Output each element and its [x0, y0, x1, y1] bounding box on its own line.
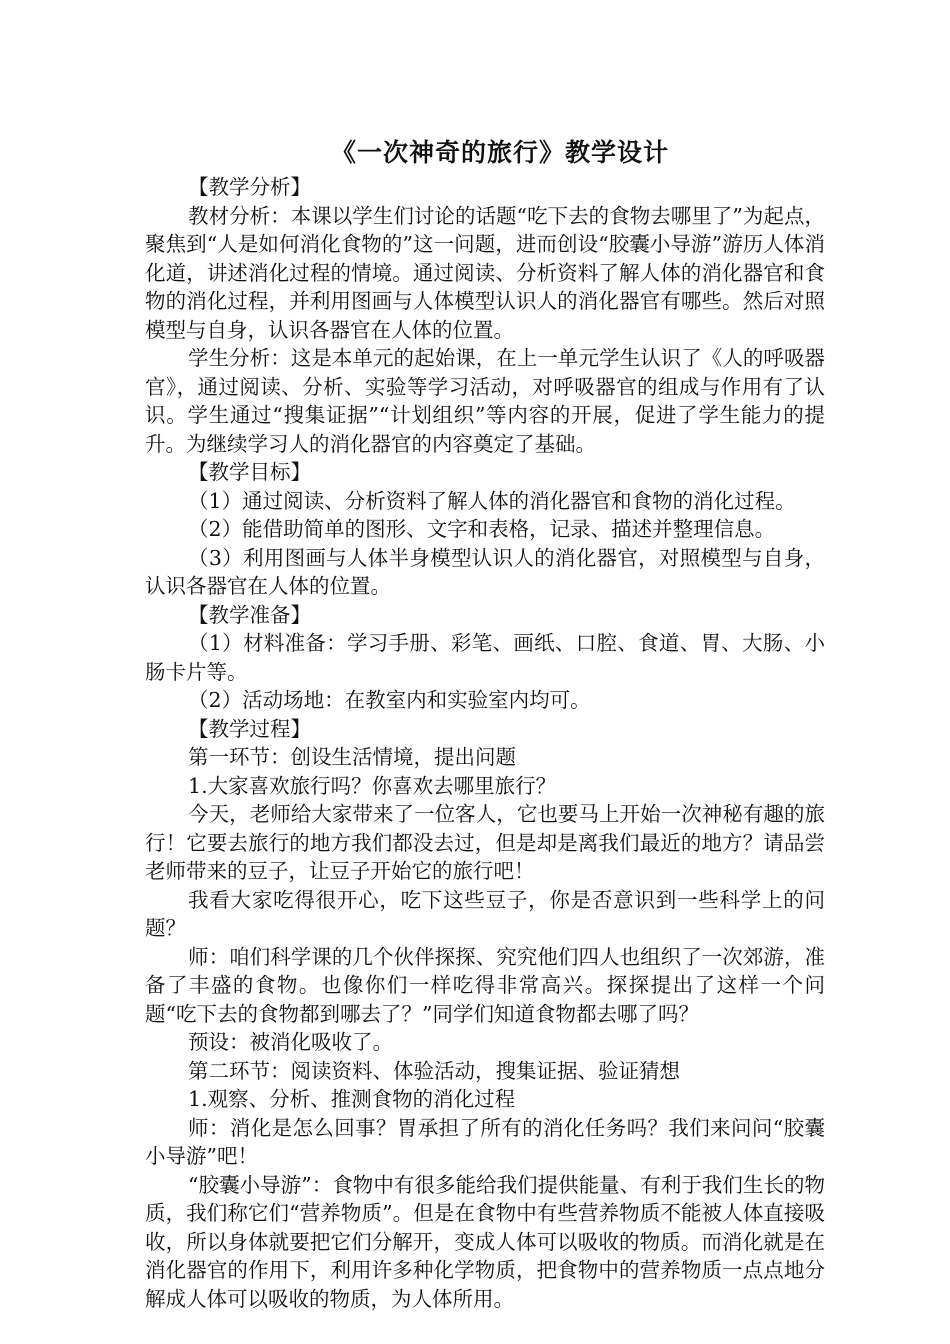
preparation-venue: （2）活动场地：在教室内和实验室内均可。 [188, 688, 591, 712]
goal-item-1: （1）通过阅读、分析资料了解人体的消化器官和食物的消化过程。 [188, 488, 796, 513]
preparation-materials: （1）材料准备：学习手册、彩笔、画纸、口腔、食道、胃、大肠、小肠卡片等。 [145, 631, 825, 684]
paragraph-material-analysis: 教材分析：本课以学生们讨论的话题“吃下去的食物去哪里了”为起点，聚焦到“人是如何消化食物的”这一问题，进而创设“胶囊小导游”游历人体消化道，讲述消化过程的情境。通过阅读、分析资料了解人体的消化器官和食物的消化过程，并利用图画与人体模型认识人的消化器官有哪些。然后对照模型与自身，认识各器官在人体的位置。 [145, 203, 825, 342]
document-title: 《一次神奇的旅行》教学设计 [330, 138, 669, 167]
section-heading-goals: 【教学目标】 [188, 460, 312, 484]
goal-item-3: （3）利用图画与人体半身模型认识人的消化器官，对照模型与自身，认识各器官在人体的位置。 [145, 545, 825, 598]
section-heading-process: 【教学过程】 [188, 716, 312, 741]
process-paragraph-capsule-guide: “胶囊小导游”：食物中有很多能给我们提供能量、有利于我们生长的物质，我们称它们“营养物质”。但是在食物中有些营养物质不能被人体直接吸收，所以身体就要把它们分解开，变成人体可以吸收的物质。而消化就是在消化器官的作用下，利用许多种化学物质，把食物中的营养物质一点点地分解成人体可以吸收的物质，为人体所用。 [145, 1172, 825, 1311]
process-stage-2-heading: 第二环节：阅读资料、体验活动，搜集证据、验证猜想 [188, 1058, 681, 1083]
process-paragraph-teacher: 师：咱们科学课的几个伙伴探探、究究他们四人也组织了一次郊游，准备了丰盛的食物。也像你们一样吃得非常高兴。探探提出了这样一个问题“吃下去的食物都到哪去了？”同学们知道食物都去哪了吗？ [145, 944, 825, 1026]
process-question-1: 1.大家喜欢旅行吗？你喜欢去哪里旅行？ [188, 773, 557, 798]
section-heading-preparation: 【教学准备】 [188, 602, 312, 627]
goal-item-2: （2）能借助简单的图形、文字和表格，记录、描述并整理信息。 [188, 517, 776, 541]
process-paragraph-beans: 我看大家吃得很开心，吃下这些豆子，你是否意识到一些科学上的问题？ [145, 887, 825, 940]
section-heading-analysis: 【教学分析】 [188, 175, 312, 199]
process-paragraph-preset: 预设：被消化吸收了。 [188, 1030, 394, 1054]
process-paragraph-ask-guide: 师：消化是怎么回事？胃承担了所有的消化任务吗？我们来问问“胶囊小导游”吧！ [145, 1115, 825, 1168]
process-paragraph-guest: 今天，老师给大家带来了一位客人，它也要马上开始一次神秘有趣的旅行！它要去旅行的地方我们都没去过，但是却是离我们最近的地方？请品尝老师带来的豆子，让豆子开始它的旅行吧！ [145, 802, 825, 883]
document-body [145, 173, 825, 1313]
paragraph-student-analysis: 学生分析：这是本单元的起始课，在上一单元学生认识了《人的呼吸器官》，通过阅读、分析、实验等学习活动，对呼吸器官的组成与作用有了认识。学生通过“搜集证据”“计划组织”等内容的开展，促进了学生能力的提升。为继续学习人的消化器官的内容奠定了基础。 [145, 346, 825, 456]
process-stage-1-heading: 第一环节：创设生活情境，提出问题 [188, 745, 517, 769]
process-step-observe: 1.观察、分析、推测食物的消化过程 [188, 1087, 516, 1111]
